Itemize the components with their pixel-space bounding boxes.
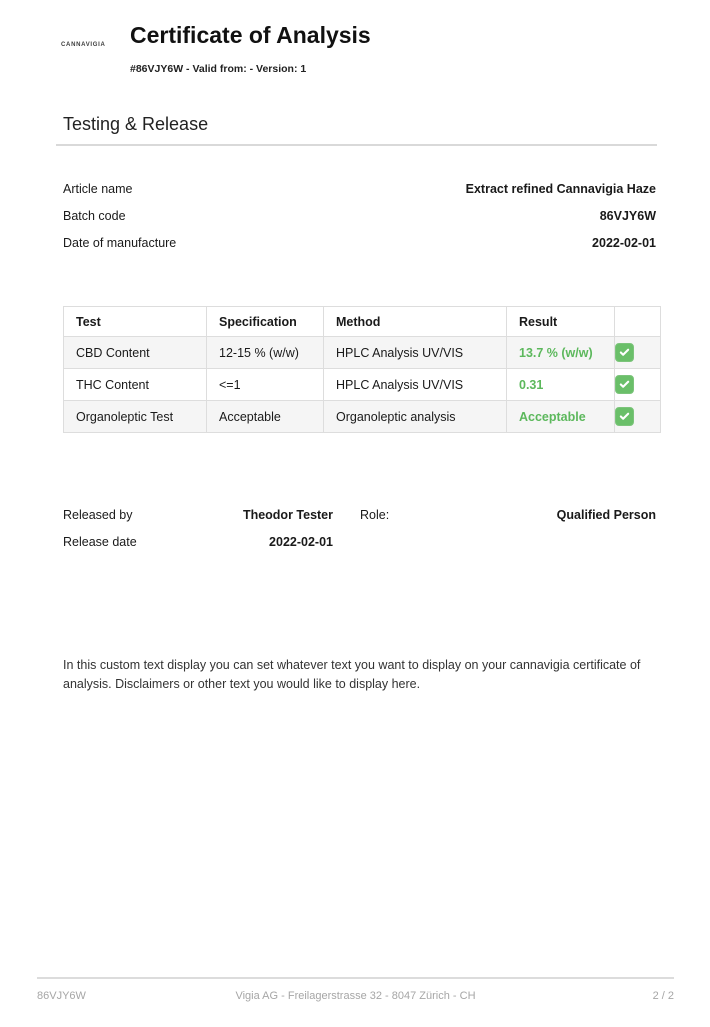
batch-code-row [63,209,656,223]
release-info [63,508,656,562]
specification-cell: 12-15 % (w/w) [207,337,324,369]
article-name-value: Extract refined Cannavigia Haze [465,182,656,196]
section-divider [56,144,657,146]
custom-text-paragraph: In this custom text display you can set whatever text you want to display on your cannavigia certificate of analysis. Disclaimers or other text you would like to display here. [63,658,641,691]
result-cell: Acceptable [507,401,615,433]
footer-page-number: 2 / 2 [652,990,674,1002]
released-by-value: Theodor Tester [242,508,333,522]
table-row [64,337,661,369]
specification-cell: <=1 [207,369,324,401]
footer-divider [37,977,674,979]
date-of-manufacture-label: Date of manufacture [63,236,177,250]
document-subtitle: #86VJY6W - Valid from: - Version: 1 [130,63,307,75]
result-cell: 0.31 [507,369,615,401]
status-cell [615,401,661,433]
test-cell: THC Content [64,369,207,401]
status-cell [615,369,661,401]
batch-code-label: Batch code [63,209,126,223]
released-by-row [63,508,656,523]
section-heading-testing-release: Testing & Release [63,114,209,134]
check-icon [615,407,634,426]
specification-cell: Acceptable [207,401,324,433]
cannavigia-logo: CANNAVIGIA [61,42,106,48]
footer-batch-code: 86VJY6W [37,990,86,1002]
release-date-value: 2022-02-01 [269,535,333,549]
release-date-label: Release date [63,535,137,549]
table-row [64,401,661,433]
article-name-row [63,182,656,196]
method-cell: Organoleptic analysis [324,401,507,433]
article-info [63,182,656,263]
col-header-specification: Specification [207,307,324,337]
role-label: Role: [360,508,390,522]
table-row [64,369,661,401]
test-results-table [63,306,661,433]
footer-company-address: Vigia AG - Freilagerstrasse 32 - 8047 Zürich - CH [235,990,476,1002]
test-cell: CBD Content [64,337,207,369]
release-date-row [63,535,656,550]
status-cell [615,337,661,369]
test-cell: Organoleptic Test [64,401,207,433]
check-icon [615,375,634,394]
page-footer [37,990,674,1002]
col-header-status [615,307,661,337]
check-icon [615,343,634,362]
page-title: Certificate of Analysis [130,22,371,48]
col-header-method: Method [324,307,507,337]
role-value: Qualified Person [556,508,656,522]
released-by-label: Released by [63,508,133,522]
date-of-manufacture-row [63,236,656,250]
result-cell: 13.7 % (w/w) [507,337,615,369]
table-header-row [64,307,661,337]
col-header-result: Result [507,307,615,337]
date-of-manufacture-value: 2022-02-01 [592,236,656,250]
batch-code-value: 86VJY6W [599,209,656,223]
method-cell: HPLC Analysis UV/VIS [324,369,507,401]
method-cell: HPLC Analysis UV/VIS [324,337,507,369]
col-header-test: Test [64,307,207,337]
article-name-label: Article name [63,182,133,196]
